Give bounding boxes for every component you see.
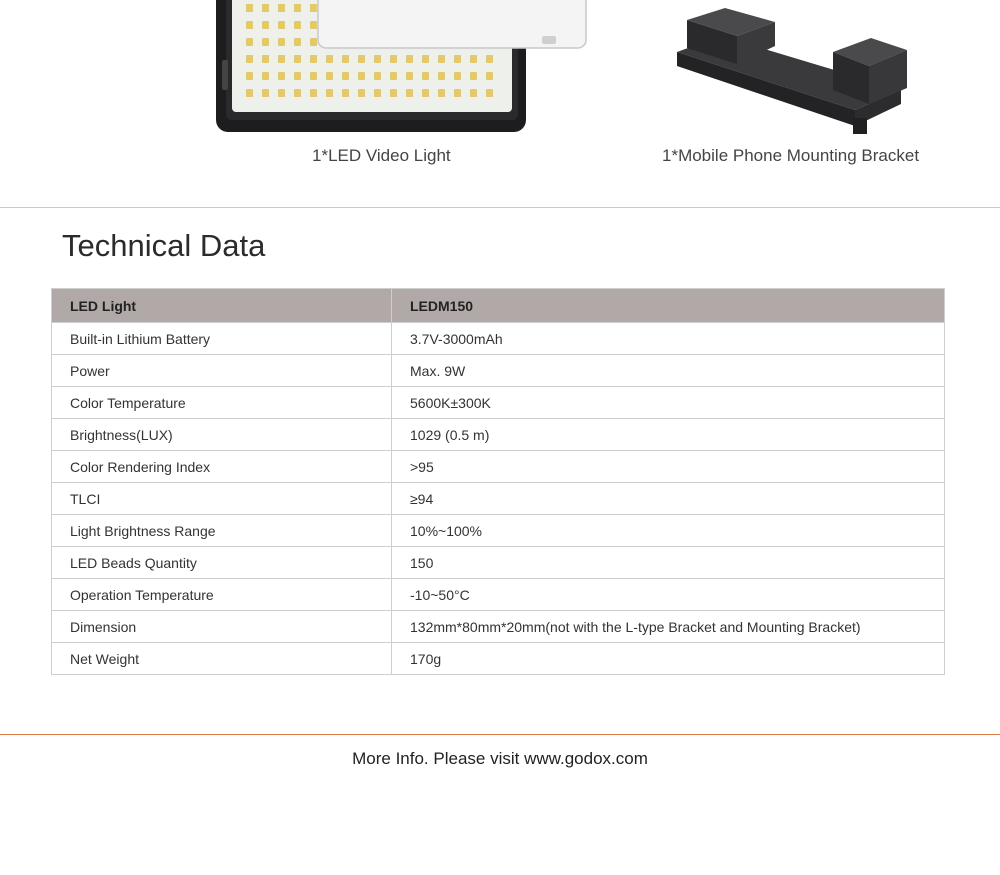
footer-divider <box>0 734 1000 735</box>
table-row <box>52 643 945 675</box>
table-row <box>52 451 945 483</box>
spec-label: Color Rendering Index <box>52 451 392 483</box>
section-divider <box>0 207 1000 208</box>
spec-value: Max. 9W <box>392 355 945 387</box>
table-row <box>52 323 945 355</box>
table-row <box>52 611 945 643</box>
spec-label: Built-in Lithium Battery <box>52 323 392 355</box>
led-video-light-caption: 1*LED Video Light <box>312 146 451 165</box>
table-row <box>52 579 945 611</box>
spec-table-header-row <box>52 289 945 323</box>
spec-label: Power <box>52 355 392 387</box>
spec-label: TLCI <box>52 483 392 515</box>
spec-label: Dimension <box>52 611 392 643</box>
spec-value: 10%~100% <box>392 515 945 547</box>
led-video-light-image <box>212 0 592 140</box>
spec-label: Brightness(LUX) <box>52 419 392 451</box>
spec-value: 1029 (0.5 m) <box>392 419 945 451</box>
section-title: Technical Data <box>62 228 266 263</box>
spec-table <box>51 288 945 675</box>
spec-value: >95 <box>392 451 945 483</box>
table-row <box>52 387 945 419</box>
spec-header-model: LEDM150 <box>392 289 945 323</box>
phone-bracket-image <box>665 0 915 140</box>
table-row <box>52 515 945 547</box>
spec-value: -10~50°C <box>392 579 945 611</box>
spec-value: 132mm*80mm*20mm(not with the L-type Bracket and Mounting Bracket) <box>392 611 945 643</box>
table-row <box>52 483 945 515</box>
spec-header-label: LED Light <box>52 289 392 323</box>
spec-value: 5600K±300K <box>392 387 945 419</box>
spec-value: 3.7V-3000mAh <box>392 323 945 355</box>
table-row <box>52 547 945 579</box>
phone-bracket-caption: 1*Mobile Phone Mounting Bracket <box>662 146 920 165</box>
spec-value: ≥94 <box>392 483 945 515</box>
spec-label: LED Beads Quantity <box>52 547 392 579</box>
spec-label: Light Brightness Range <box>52 515 392 547</box>
footer-info: More Info. Please visit www.godox.com <box>352 749 648 768</box>
table-row <box>52 419 945 451</box>
spec-label: Net Weight <box>52 643 392 675</box>
spec-value: 150 <box>392 547 945 579</box>
table-row <box>52 355 945 387</box>
spec-value: 170g <box>392 643 945 675</box>
spec-label: Operation Temperature <box>52 579 392 611</box>
spec-label: Color Temperature <box>52 387 392 419</box>
